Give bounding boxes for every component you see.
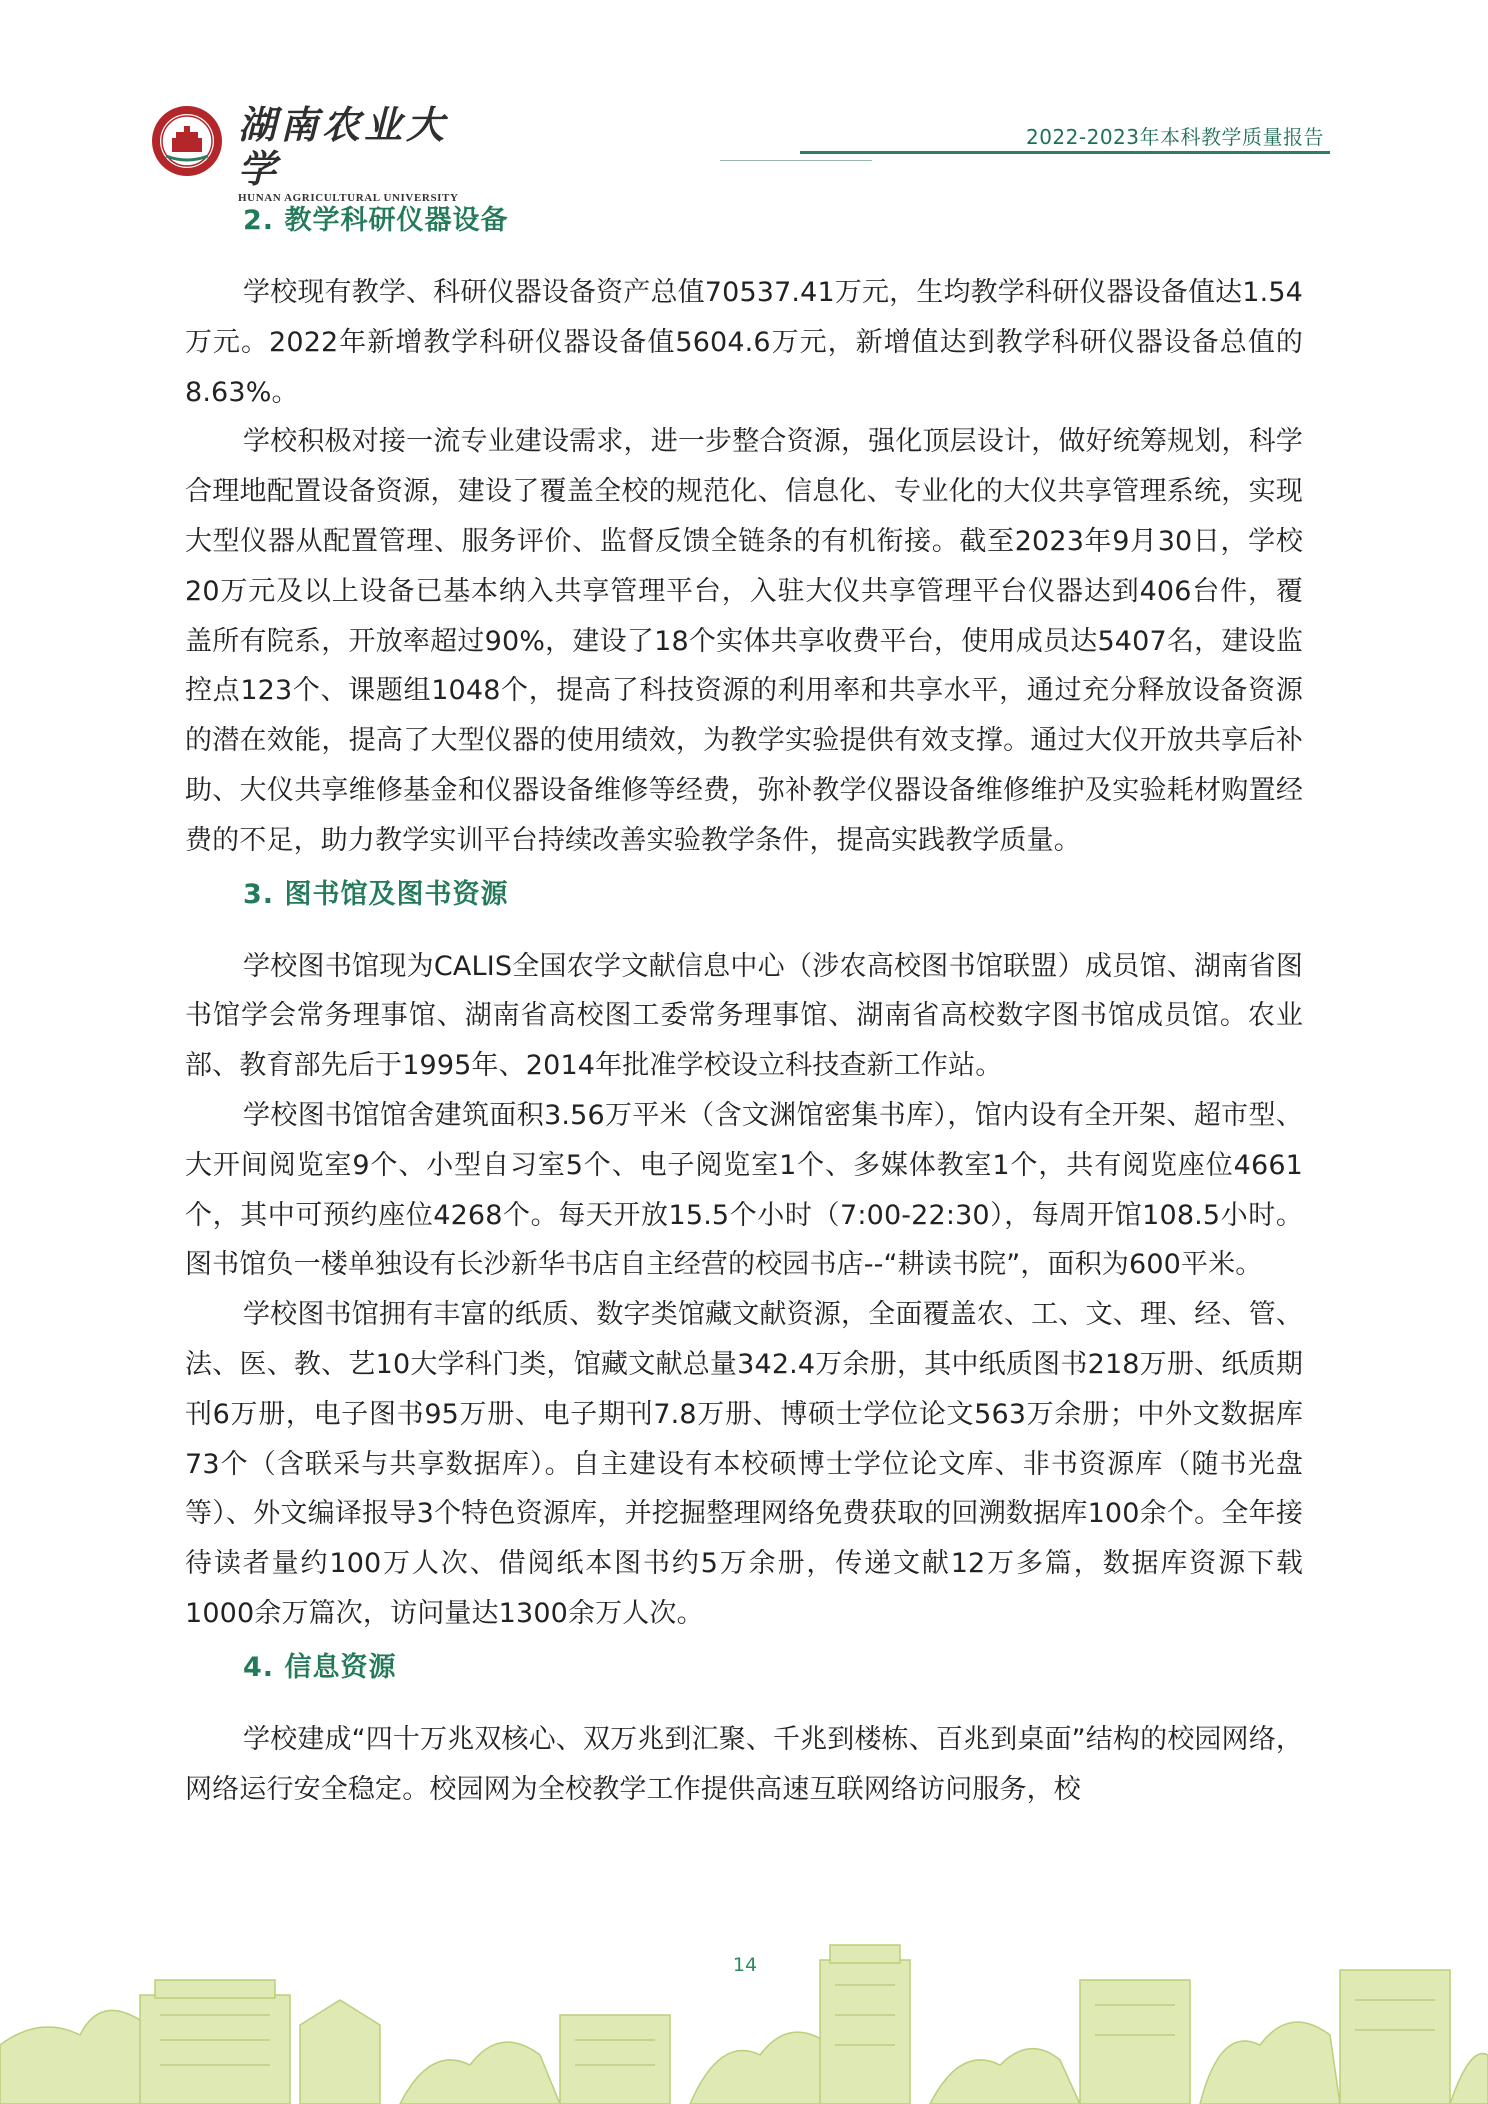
- paragraph: 学校图书馆拥有丰富的纸质、数字类馆藏文献资源，全面覆盖农、工、文、理、经、管、法、医、教、艺10大学科门类，馆藏文献总量342.4万余册，其中纸质图书218万册、纸质期刊6万册，电子图书95万册、电子期刊7.8万册、博硕士学位论文563万余册；中外文数据库73个（含联采与共享数据库）。自主建设有本校硕博士学位论文库、非书资源库（随书光盘等）、外文编译报导3个特色资源库，并挖掘整理网络免费获取的回溯数据库100余个。全年接待读者量约100万人次、借阅纸本图书约5万余册，传递文献12万多篇，数据库资源下载1000余万篇次，访问量达1300余万人次。: [185, 1299, 1303, 1629]
- campus-illustration: [0, 1925, 1488, 2104]
- paragraph: 学校现有教学、科研仪器设备资产总值70537.41万元，生均教学科研仪器设备值达1.54万元。2022年新增教学科研仪器设备值5604.6万元，新增值达到教学科研仪器设备总值的8.63%。: [185, 277, 1303, 408]
- section-heading-library: 3. 图书馆及图书资源: [243, 878, 509, 910]
- university-logo-text: [238, 103, 478, 205]
- university-name-cn: 湖南农业大学: [238, 102, 449, 191]
- report-title: 2022-2023年本科教学质量报告: [1025, 125, 1324, 149]
- paragraph: 学校图书馆馆舍建筑面积3.56万平米（含文渊馆密集书库），馆内设有全开架、超市型、大开间阅览室9个、小型自习室5个、电子阅览室1个、多媒体教室1个，共有阅览座位4661个，其中可预约座位4268个。每天开放15.5个小时（7:00-22:30），每周开馆108.5小时。图书馆负一楼单独设有长沙新华书店自主经营的校园书店--“耕读书院”，面积为600平米。: [185, 1099, 1303, 1281]
- header-rule-thin: [720, 160, 872, 161]
- paragraph: 学校积极对接一流专业建设需求，进一步整合资源，强化顶层设计，做好统筹规划，科学合理地配置设备资源，建设了覆盖全校的规范化、信息化、专业化的大仪共享管理系统，实现大型仪器从配置管理、服务评价、监督反馈全链条的有机衔接。截至2023年9月30日，学校20万元及以上设备已基本纳入共享管理平台，入驻大仪共享管理平台仪器达到406台件，覆盖所有院系，开放率超过90%，建设了18个实体共享收费平台，使用成员达5407名，建设监控点123个、课题组1048个，提高了科技资源的利用率和共享水平，通过充分释放设备资源的潜在效能，提高了大型仪器的使用绩效，为教学实验提供有效支撑。通过大仪开放共享后补助、大仪共享维修基金和仪器设备维修等经费，弥补教学仪器设备维修维护及实验耗材购置经费的不足，助力教学实训平台持续改善实验教学条件，提高实践教学质量。: [185, 426, 1303, 856]
- page-number: 14: [732, 1954, 758, 1976]
- section-heading-equipment: 2. 教学科研仪器设备: [243, 205, 509, 236]
- section-heading-information: 4. 信息资源: [243, 1651, 397, 1683]
- header-rule: [800, 151, 1330, 154]
- paragraph: 学校图书馆现为CALIS全国农学文献信息中心（涉农高校图书馆联盟）成员馆、湖南省图书馆学会常务理事馆、湖南省高校图工委常务理事馆、湖南省高校数字图书馆成员馆。农业部、教育部先后于1995年、2014年批准学校设立科技查新工作站。: [185, 950, 1303, 1082]
- page-content: [185, 192, 1303, 1814]
- page-header: [0, 0, 1488, 204]
- university-name-en: HUNAN AGRICULTURAL UNIVERSITY: [238, 192, 459, 204]
- paragraph: 学校建成“四十万兆双核心、双万兆到汇聚、千兆到楼栋、百兆到桌面”结构的校园网络，网络运行安全稳定。校园网为全校教学工作提供高速互联网络访问服务，校: [185, 1723, 1303, 1805]
- university-seal-icon: [150, 104, 224, 178]
